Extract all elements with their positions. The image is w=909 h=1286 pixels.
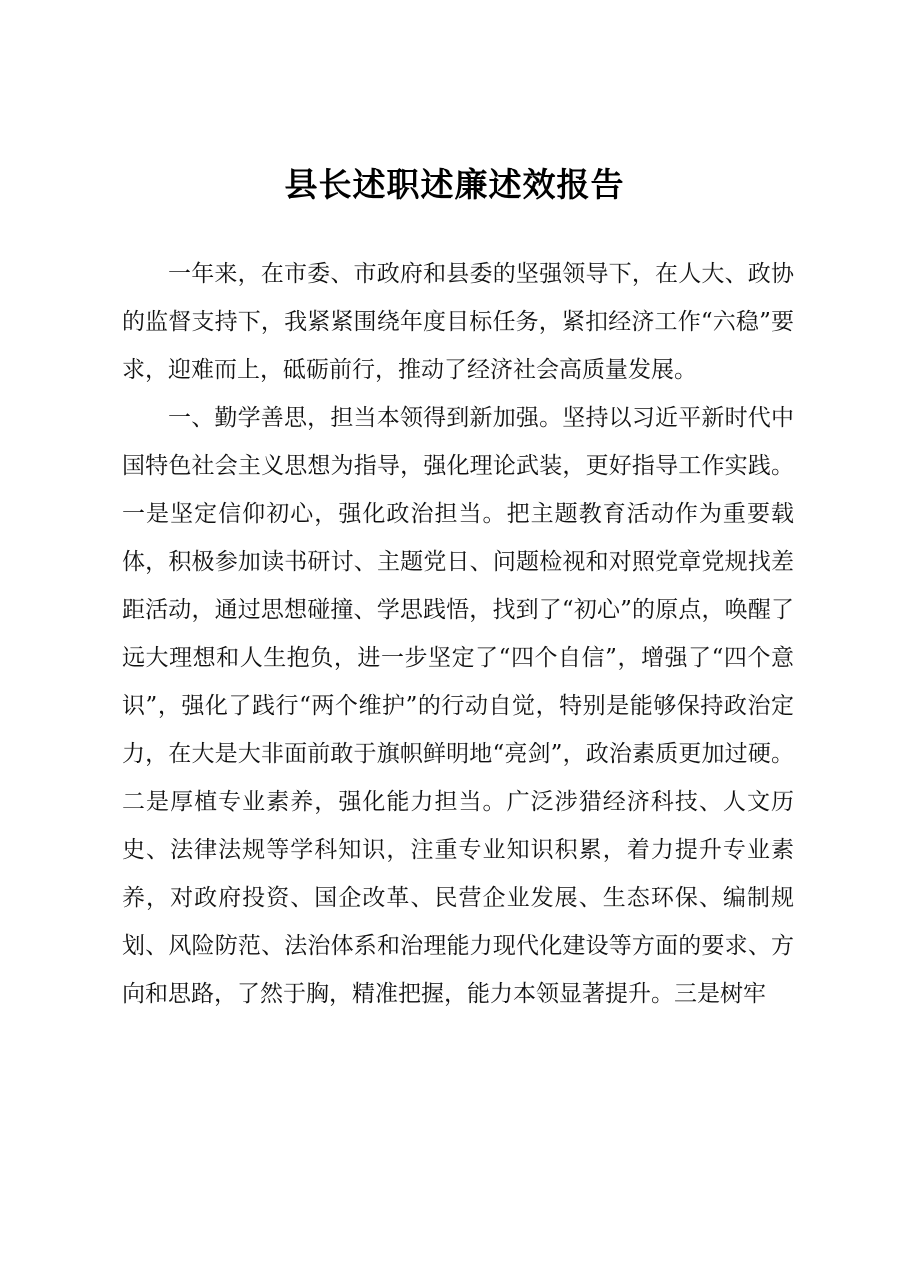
document-body (122, 250, 794, 1018)
document-title: 县长述职述廉述效报告 (284, 165, 625, 204)
paragraph-section-one: 一、勤学善思，担当本领得到新加强。坚持以习近平新时代中国特色社会主义思想为指导，强化理论武装，更好指导工作实践。一是坚定信仰初心，强化政治担当。把主题教育活动作为重要载体，积极参加读书研讨、主题党日、问题检视和对照党章党规找差距活动，通过思想碰撞、学思践悟，找到了“初心”的原点，唤醒了远大理想和人生抱负，进一步坚定了“四个自信”，增强了“四个意识”，强化了践行“两个维护”的行动自觉，特别是能够保持政治定力，在大是大非面前敢于旗帜鲜明地“亮剑”，政治素质更加过硬。二是厚植专业素养，强化能力担当。广泛涉猎经济科技、人文历史、法律法规等学科知识，注重专业知识积累，着力提升专业素养，对政府投资、国企改革、民营企业发展、生态环保、编制规划、风险防范、法治体系和治理能力现代化建设等方面的要求、方向和思路，了然于胸，精准把握，能力本领显著提升。三是树牢 (122, 405, 794, 1007)
paragraph-intro: 一年来，在市委、市政府和县委的坚强领导下，在人大、政协的监督支持下，我紧紧围绕年度目标任务，紧扣经济工作“六稳”要求，迎难而上，砥砺前行，推动了经济社会高质量发展。 (122, 261, 794, 383)
